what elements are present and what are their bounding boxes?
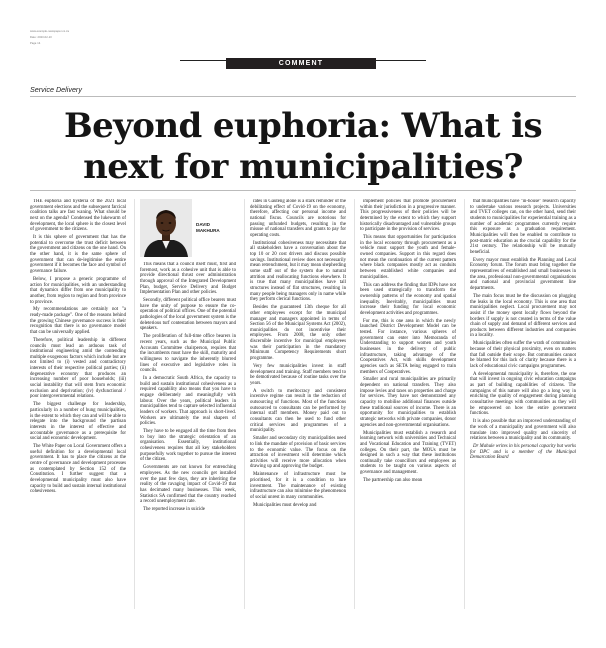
paragraph: My recommendations are certainly not "a ready-made package". One of the reasons behind the growing Chinese governance success is their recognition that there is no governance model that can be universally applied. [30,307,126,335]
paragraph: They have to be engaged all the time from then to buy into the strategic orientation of an organisation. Essentially, institutional cohesiveness requires that all key stakeholders purposefully work together to pursue the interest of the citizen. [140,429,236,463]
paragraph: The main focus must be the discussion on plugging the leaks in the local economy. This is one area that municipalities neglect. Local procurement may not assist if the money spent locally flows beyond the borders if supply is not created in terms of the value chain of supply and demand of different services and products between different industries and companies in a locality. [470,293,576,339]
paragraph: Municipalities must establish a research and learning network with universities and Technical and Vocational Education and Training (TVET) colleges. On their part, the MOUs must be designed in such a way that these institutions continually take councillors and employees as students to be taught on various aspects of governance and management. [360,430,456,476]
column-divider [244,199,245,609]
article-column-2 [140,262,236,609]
paragraph: In a democratic South Africa, the capacity to build and sustain institutional cohesiveness as a required capability also means that you have to engage deliberately and meaningfully with labour. Over the years, political leaders in municipalities tend to capture selected influential leaders of workers. That approach is short-lived. Workers are ultimately the real shapers of policies. [140,376,236,427]
headline: Beyond euphoria: What is next for municipalities? [63,106,543,187]
paragraph: rates in Gauteng alone is a stark reminder of the debilitating effect of Covid-19 on the economy, therefore, affecting our personal income and national fiscus. Councils are notorious for passing unfunded budgets, resulting in the misuse of national transfers and grants to pay for operating costs. [250,199,346,238]
paragraph: that municipalities have "in-house" research capacity to undertake various research projects. Universities and TVET colleges can, on the other hand, send their students to municipalities for experiential training as a number of academic programmes currently require this exposure as a graduation requirement. Municipalities will then be enabled to contribute to post-matric education as the crucial capability for the 21st century. The relationship will be mutually beneficial. [470,199,576,255]
masthead-line: Date: 2023-02-10 [30,36,52,39]
paragraph: Smaller and rural municipalities are primarily dependent on national transfers. They also impose levies and taxes on properties and charge for services. They have not demonstrated any capacity to mobilise additional finances outside these traditional sources of income. There is an opportunity for municipalities to establish strategic networks with private companies, donor agencies and non-governmental organisations. [360,377,456,428]
paragraph: This can address the finding that IDPs have not been used strategically to transform the ownership patterns of the economy and spatial inequality. Inevitably, municipalities must increase their funding for local economic development activities and programmes. [360,282,456,316]
paragraph: It is also possible that an improved understanding of the work of a municipality and government will also translate into improved quality and sincerity of relations between a municipality and its community. [470,419,576,442]
article-column-1 [30,199,126,609]
paragraph: The biggest challenge for leadership, particularly in a number of hung municipalities, is the extent to which they can and will be able to relegate into the background the partisan interests in the interest of effective and accountable governance as a prerequisite for social and economic development. [30,402,126,442]
paragraph: This means that a council itself must, first and foremost, work as a cohesive unit that is able to provide directional thrust over administration through approval of the Integrated Development Plan, budget, Service Delivery and Budget Implementation Plan and other policies. [140,262,236,296]
paragraph: A developmental municipality is, therefore, the one that will invest in ongoing civic education campaigns as part of building capabilities of citizens. The campaigns of this nature will also go a long way in enriching the quality of engagement during planning consultative meetings with communities as they will be empowered on how the entire government functions. [470,371,576,417]
paragraph: Every mayor must establish the Planning and Local Economy forum. The forum must bring together the representatives of established and small businesses in the area, professional non-governmental organisations and national and provincial government line departments. [470,257,576,292]
paragraph: Very few municipalities invest in staff development and training. Staff members tend to be demotivated because of routine tasks over the years. [250,363,346,386]
author-photo [140,199,192,257]
column-divider [464,199,465,609]
author-bio: Dr Mahule writes in his personal capacity but works for DPC and is a member of the Municipal Demarcation Board [470,444,576,461]
paragraph: Institutional cohesiveness may necessitate that all stakeholders have a conversation about the top 10 or 20 cost drivers and discuss possible savings. Institutional review does not necessarily mean retrenchment, but it may mean shepherding some staff out of the system due to natural attrition and reallocating functions elsewhere. It is true that many municipalities have tall structures instead of flat structures, resulting in many people being managers only in name while they perform clerical functions. [250,240,346,303]
paragraph: The White Paper on Local Government offers a useful definition for a developmental local government. It has to place the citizens at the centre of governance and development processes as contemplated by Section 152 of the Constitution. I further suggest that a developmental municipality must also have capacity to build and sustain internal institutional cohesiveness. [30,444,126,495]
paragraph: Municipalities must develop and [253,502,317,508]
author-byline [196,222,220,233]
paragraph: Maintenance of infrastructure must be prioritised, for it is a condition to lure investment. The maintenance of existing infrastructure can also minimise the phenomenon of social unrest in many communities. [250,472,346,500]
article-column-5 [470,199,576,609]
author-last-name: MAKHURA [196,227,220,233]
masthead-line: www.example-newspaper.co.za [30,30,70,33]
paragraph: This means that opportunities for participation in the local economy through procurement as a vehicle must support the youth and female-owned companies. Support in this regard does not mean the continuation of the current pattern where black companies mostly act as conduits between established white companies and municipalities. [360,235,456,280]
paragraph: Smaller and secondary city municipalities need to link the mandate of provision of basic services to the economic value. The focus on the attraction of investment will determine which activities will receive more allocation when drawing up and approving the budget. [250,436,346,470]
paragraph: The reported increase in suicide [143,507,205,513]
article-column-3 [250,199,346,609]
paragraph: Therefore, political leadership in different councils must lead an arduous task of institutional engineering amid the contending multiple exogenous factors which include but are not limited to (i) vested and contradictory interests of their respective political parties; (ii) degenerative economy that produces an increasing number of poor households; (iii) social instability that will stem from economic exclusion and deprivation; (iv) dysfunctional / poor intergovernmental relations. [30,337,126,400]
paragraph: It is this sphere of government that has the potential to overcome the trust deficit between the government and citizens on the one hand. On the other hand, it is the same sphere of government that can de-legitimise the entire government if it becomes the face and symbol of governance failure. [30,235,126,275]
paragraph: THE euphoria and hysteria of the 2021 local government elections and the subsequent farcical coalition talks are fast waning. What should be next on the agenda? Condensed the lukewarm of development, the local sphere is the closest level of government to the citizens. [30,199,126,233]
divider [30,190,576,191]
paragraph: Below, I propose a generic programme of action for municipalities, with an understanding that dynamics differ from one municipality to another, from region to region and from province to province. [30,276,126,305]
author-portrait-image [140,199,192,257]
divider [30,96,576,97]
paragraph: Governments are not known for entrenching employees. As the new councils get installed over the past few days, they are inheriting the reality of the ravaging impact of Covid-19 that has decimated many businesses. This week, Statistics SA confirmed that the country reached a record unemployment rate. [140,465,236,505]
section-label: Service Delivery [30,85,82,94]
paragraph: Besides the guaranteed 13th cheque for all other employees except for the municipal manager and managers appointed in terms of Section 56 of the Municipal Systems Act (2002), municipalities do not incentivise their employees. From 2008, the only other discernible incentive for municipal employees was their participation in the mandatory Minimum Competency Requirements short programme. [250,305,346,362]
author-first-name: DAVID [196,222,210,227]
column-divider [134,199,135,609]
paragraph: The proliferation of full-time office bearers in recent years, such as the Municipal Public Accounts Committee chairperson, requires that the incumbents must have the skill, maturity and willingness to navigate the inherently blurred lines of executive and legislative roles in councils. [140,334,236,374]
column-divider [354,199,355,609]
article-column-4 [360,199,456,609]
paragraph: A switch to meritocracy and consistent incentive regime can result in the reduction of outsourcing of functions. Most of the functions outsourced to consultants can be performed by internal staff members. Money paid out to consultants can then be used to fund other critical services and programmes of a municipality. [250,388,346,434]
masthead-line: Page 14 [30,42,41,45]
comment-tab: COMMENT [226,58,376,69]
paragraph: Secondly, different political office bearers must have the unity of purpose to ensure the co-operation of political offices. One of the potential pathologies of the local government system is the deleterious turf contestation between mayors and speakers. [140,298,236,332]
paragraph: The partnership can also mean [363,477,423,483]
paragraph: Municipalities often suffer the wrath of communities because of their physical proximity, even on matters that fall outside their scope. But communities cannot be blamed for this lack of clarity because there is a lack of educational civic campaigns programmes. [470,341,576,369]
paragraph: implement policies that promote procurement within their jurisdiction in a progressive manner. This progressiveness of their policies will be determined by the extent to which they support historically disadvantaged and vulnerable groups to participate in the provision of services. [360,199,456,233]
paragraph: For me, this is one area in which the newly launched District Development Model can be tested. For instance, various spheres of government can enter into Memoranda of Understanding to support women and youth businesses in the delivery of public infrastructure, taking advantage of the Cooperatives Act, with skills development agencies such as SETA being engaged to train members of Cooperatives. [360,318,456,375]
